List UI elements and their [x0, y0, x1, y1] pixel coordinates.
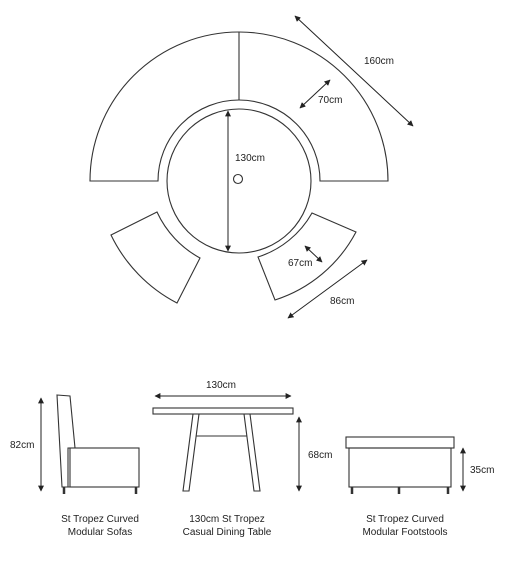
sofa-caption-line1: St Tropez Curved	[61, 514, 139, 525]
table-elevation	[153, 408, 293, 491]
table-height-label: 68cm	[308, 450, 333, 461]
sofa-seat	[70, 448, 139, 487]
parasol-hole	[234, 175, 243, 184]
left-footstool-outline	[111, 212, 200, 303]
table-caption-line1: 130cm St Tropez	[189, 514, 265, 525]
table-caption-line2: Casual Dining Table	[182, 527, 272, 538]
table-leg-left	[183, 414, 199, 491]
sofa-height-label: 82cm	[10, 440, 35, 451]
footstool-caption-line1: St Tropez Curved	[366, 514, 444, 525]
footstool-caption-line2: Modular Footstools	[362, 527, 448, 538]
sofa-elevation	[57, 395, 139, 494]
footstool-elevation	[346, 437, 454, 494]
sofa-width-arrow	[295, 16, 413, 126]
sofa-depth-label: 70cm	[318, 95, 343, 106]
footstool-cushion	[346, 437, 454, 448]
footstool-depth-label: 67cm	[288, 258, 313, 269]
table-top-circle	[167, 109, 311, 253]
table-leg-right	[244, 414, 260, 491]
table-top	[153, 408, 293, 414]
footstool-width-label: 86cm	[330, 296, 355, 307]
sofa-backrest	[57, 395, 75, 487]
footstool-body	[349, 448, 451, 487]
right-footstool-outline	[258, 213, 356, 300]
plan-view	[90, 32, 388, 303]
table-width-label: 130cm	[206, 380, 237, 391]
table-diameter-label: 130cm	[235, 153, 266, 164]
sofa-caption-line2: Modular Sofas	[67, 527, 133, 538]
footstool-height-label: 35cm	[470, 465, 495, 476]
sofa-width-label: 160cm	[364, 56, 395, 67]
